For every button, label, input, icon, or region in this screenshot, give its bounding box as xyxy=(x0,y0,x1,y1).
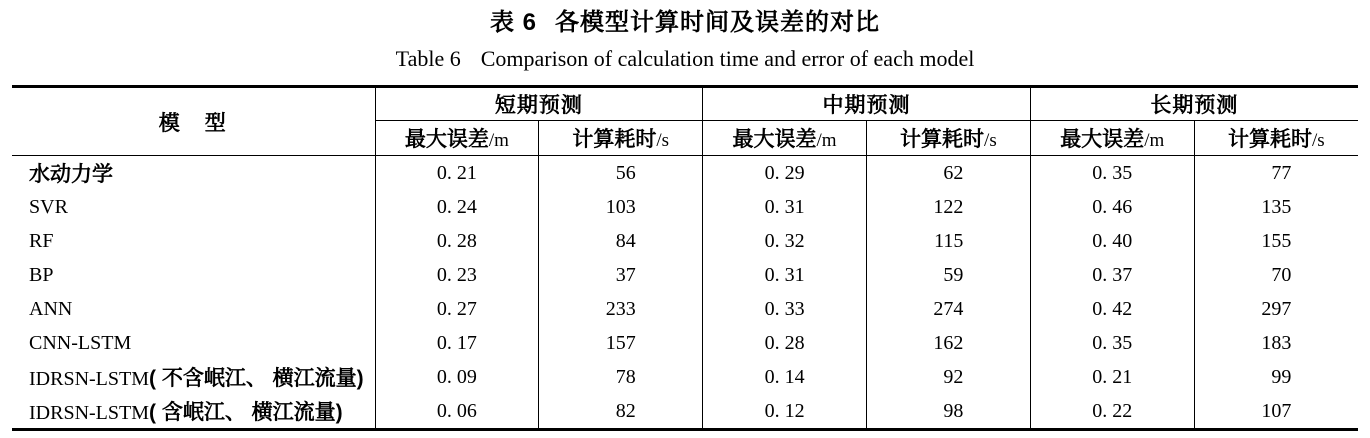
column-group-short-term: 短期预测 xyxy=(375,87,703,121)
column-header-model: 模 型 xyxy=(12,87,375,156)
calc-time-value: 107 xyxy=(1194,394,1358,430)
max-error-value: 0. 09 xyxy=(375,360,539,394)
calc-time-value: 274 xyxy=(866,292,1030,326)
calc-time-value: 70 xyxy=(1194,258,1358,292)
column-group-mid-term: 中期预测 xyxy=(703,87,1031,121)
max-error-value: 0. 17 xyxy=(375,326,539,360)
table-title-en xyxy=(0,45,1370,72)
calc-time-value: 37 xyxy=(539,258,703,292)
calc-time-value: 135 xyxy=(1194,190,1358,224)
max-error-value: 0. 31 xyxy=(703,258,867,292)
calc-time-value: 56 xyxy=(539,156,703,191)
max-error-value: 0. 27 xyxy=(375,292,539,326)
max-error-value: 0. 40 xyxy=(1030,224,1194,258)
table-body xyxy=(12,156,1358,430)
model-name xyxy=(12,360,375,394)
model-name-zh-segment: ( 含岷江、 横江流量) xyxy=(149,401,343,424)
calc-time-value: 183 xyxy=(1194,326,1358,360)
model-name xyxy=(12,156,375,191)
column-header-max-error-mid: 最大误差/m xyxy=(703,121,867,156)
calc-time-value: 98 xyxy=(866,394,1030,430)
max-error-value: 0. 29 xyxy=(703,156,867,191)
table-row xyxy=(12,190,1358,224)
calc-time-value: 82 xyxy=(539,394,703,430)
model-name-latin-segment: CNN-LSTM xyxy=(29,331,132,354)
max-error-value: 0. 33 xyxy=(703,292,867,326)
max-error-value: 0. 22 xyxy=(1030,394,1194,430)
model-name-latin-segment: ANN xyxy=(29,297,73,320)
calc-time-value: 62 xyxy=(866,156,1030,191)
model-name-zh-segment: ( 不含岷江、 横江流量) xyxy=(149,367,364,390)
model-name-latin-segment: BP xyxy=(29,263,54,286)
column-header-max-error-short: 最大误差/m xyxy=(375,121,539,156)
column-header-calc-time-long: 计算耗时/s xyxy=(1194,121,1358,156)
max-error-value: 0. 35 xyxy=(1030,326,1194,360)
max-error-value: 0. 46 xyxy=(1030,190,1194,224)
calc-time-value: 77 xyxy=(1194,156,1358,191)
table-row xyxy=(12,292,1358,326)
model-name-latin-segment: IDRSN-LSTM xyxy=(29,368,150,390)
header-group-row xyxy=(12,87,1358,121)
max-error-value: 0. 32 xyxy=(703,224,867,258)
table-number-zh: 表 6 xyxy=(489,9,537,36)
model-name xyxy=(12,190,375,224)
max-error-value: 0. 23 xyxy=(375,258,539,292)
table-title-en-text: Comparison of calculation time and error of each model xyxy=(480,46,975,71)
model-name-zh-segment: 水动力学 xyxy=(29,163,113,186)
table-title-zh xyxy=(0,0,1370,38)
model-name xyxy=(12,258,375,292)
calc-time-value: 59 xyxy=(866,258,1030,292)
model-name-latin-segment: IDRSN-LSTM xyxy=(29,402,150,424)
calc-time-value: 233 xyxy=(539,292,703,326)
max-error-value: 0. 24 xyxy=(375,190,539,224)
table-row xyxy=(12,224,1358,258)
table-row xyxy=(12,394,1358,430)
max-error-value: 0. 28 xyxy=(703,326,867,360)
table-row xyxy=(12,258,1358,292)
table-number-en: Table 6 xyxy=(395,46,461,71)
table-row xyxy=(12,156,1358,191)
model-name-latin-segment: RF xyxy=(29,229,54,252)
table-title-zh-text: 各模型计算时间及误差的对比 xyxy=(555,9,880,36)
max-error-value: 0. 35 xyxy=(1030,156,1194,191)
calc-time-value: 92 xyxy=(866,360,1030,394)
model-name-latin-segment: SVR xyxy=(29,195,68,218)
calc-time-value: 78 xyxy=(539,360,703,394)
comparison-table xyxy=(12,85,1358,431)
max-error-value: 0. 14 xyxy=(703,360,867,394)
calc-time-value: 103 xyxy=(539,190,703,224)
table-row xyxy=(12,326,1358,360)
calc-time-value: 99 xyxy=(1194,360,1358,394)
max-error-value: 0. 28 xyxy=(375,224,539,258)
model-name xyxy=(12,326,375,360)
calc-time-value: 84 xyxy=(539,224,703,258)
table-row xyxy=(12,360,1358,394)
column-header-calc-time-mid: 计算耗时/s xyxy=(866,121,1030,156)
column-group-long-term: 长期预测 xyxy=(1030,87,1358,121)
max-error-value: 0. 31 xyxy=(703,190,867,224)
model-name xyxy=(12,292,375,326)
max-error-value: 0. 06 xyxy=(375,394,539,430)
max-error-value: 0. 21 xyxy=(375,156,539,191)
max-error-value: 0. 42 xyxy=(1030,292,1194,326)
table-header xyxy=(12,87,1358,156)
calc-time-value: 155 xyxy=(1194,224,1358,258)
calc-time-value: 162 xyxy=(866,326,1030,360)
model-name xyxy=(12,394,375,430)
model-name xyxy=(12,224,375,258)
column-header-calc-time-short: 计算耗时/s xyxy=(539,121,703,156)
column-header-max-error-long: 最大误差/m xyxy=(1030,121,1194,156)
max-error-value: 0. 37 xyxy=(1030,258,1194,292)
max-error-value: 0. 12 xyxy=(703,394,867,430)
calc-time-value: 297 xyxy=(1194,292,1358,326)
calc-time-value: 115 xyxy=(866,224,1030,258)
max-error-value: 0. 21 xyxy=(1030,360,1194,394)
calc-time-value: 122 xyxy=(866,190,1030,224)
calc-time-value: 157 xyxy=(539,326,703,360)
